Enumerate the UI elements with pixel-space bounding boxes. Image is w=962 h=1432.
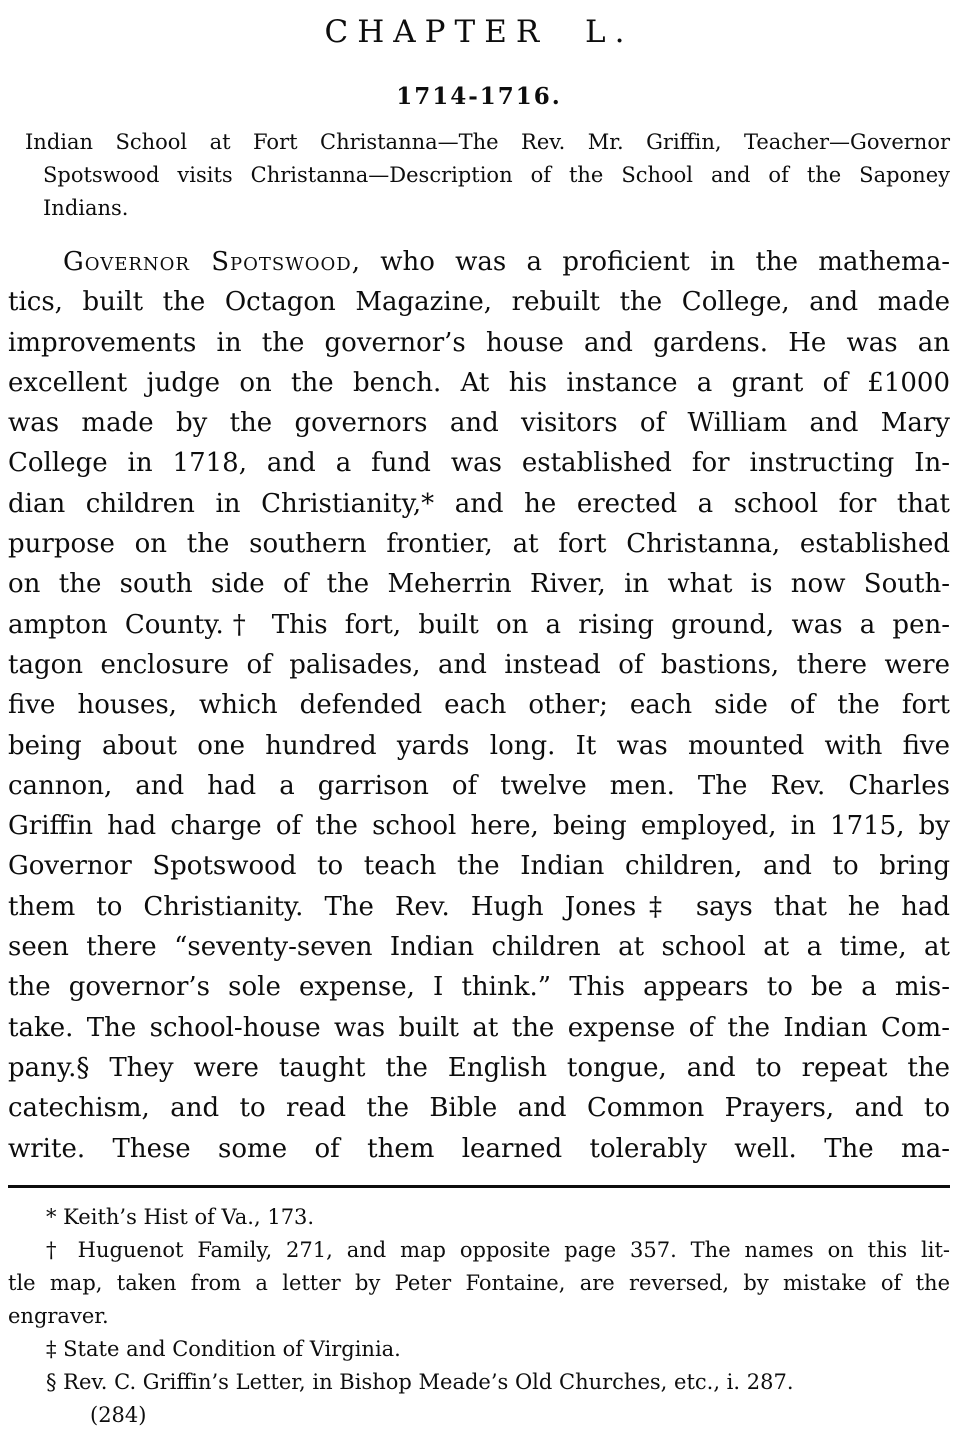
body-line-12: being about one hundred yards long. It was mounted with five [8,730,950,761]
body-line-first [8,242,950,282]
summary-line-2: Spotswood visits Christanna—Description of the School and of the Saponey [43,163,950,187]
body-line-14: Griffin had charge of the school here, being employed, in 1715, by [8,811,950,842]
body-line-16: them to Christianity. The Rev. Hugh Jones‡ says that he had [8,891,950,922]
body-line-5: College in 1718, and a fund was established for instructing In- [8,448,950,479]
body-line-22: write. These some of them learned tolerably well. The ma- [8,1133,950,1164]
footnote-line-3: tle map, taken from a letter by Peter Fontaine, are reversed, by mistake of the [8,1270,950,1295]
footnote-line-2: † Huguenot Family, 271, and map opposite page 357. The names on this lit- [46,1237,950,1262]
footnote-line-4: engraver. [8,1303,109,1328]
body-line-19: take. The school-house was built at the expense of the Indian Com- [8,1012,950,1043]
body-line-13: cannon, and had a garrison of twelve men. The Rev. Charles [8,770,950,801]
footnote-line-6: § Rev. C. Griffin’s Letter, in Bishop Meade’s Old Churches, etc., i. 287. [46,1369,794,1394]
footnote-line-5: ‡ State and Condition of Virginia. [46,1336,401,1361]
body-line-2: improvements in the governor’s house and gardens. He was an [8,327,950,358]
body-line-21: catechism, and to read the Bible and Common Prayers, and to [8,1093,950,1124]
summary-line-3: Indians. [43,196,129,220]
body-line-1: tics, built the Octagon Magazine, rebuilt the College, and made [8,287,950,318]
body-line-7: purpose on the southern frontier, at fort Christanna, established [8,529,950,560]
footnotes [8,1201,950,1399]
body-lines [8,282,950,1169]
footnote-line-1: * Keith’s Hist of Va., 173. [46,1204,315,1229]
body-line-4: was made by the governors and visitors of William and Mary [8,408,950,439]
summary-line-1: Indian School at Fort Christanna—The Rev. Mr. Griffin, Teacher—Governor [25,130,950,154]
body-line-10: tagon enclosure of palisades, and instead of bastions, there were [8,649,950,680]
lead-smallcaps: Governor Spotswood [63,247,352,277]
chapter-summary [8,126,950,225]
body-line-18: the governor’s sole expense, I think.” This appears to be a mis- [8,972,950,1003]
body-line-9: ampton County.† This fort, built on a rising ground, was a pen- [8,609,950,640]
body-line-6: dian children in Christianity,* and he erected a school for that [8,488,950,519]
page-number: (284) [90,1402,147,1427]
body-line-15: Governor Spotswood to teach the Indian children, and to bring [8,851,950,882]
footnote-divider [8,1185,950,1188]
body-line-17: seen there “seventy-seven Indian children at school at a time, at [8,932,950,963]
lead-rest: , who was a proficient in the mathema- [351,247,950,277]
body-line-11: five houses, which defended each other; each side of the fort [8,690,950,721]
body-paragraph [8,242,950,1169]
body-line-8: on the south side of the Meherrin River, in what is now South- [8,569,950,600]
body-line-3: excellent judge on the bench. At his instance a grant of £1000 [8,367,950,398]
chapter-date-range: 1714-1716. [396,83,562,110]
body-line-20: pany.§ They were taught the English tongue, and to repeat the [8,1052,950,1083]
chapter-heading: CHAPTER L. [324,14,634,50]
